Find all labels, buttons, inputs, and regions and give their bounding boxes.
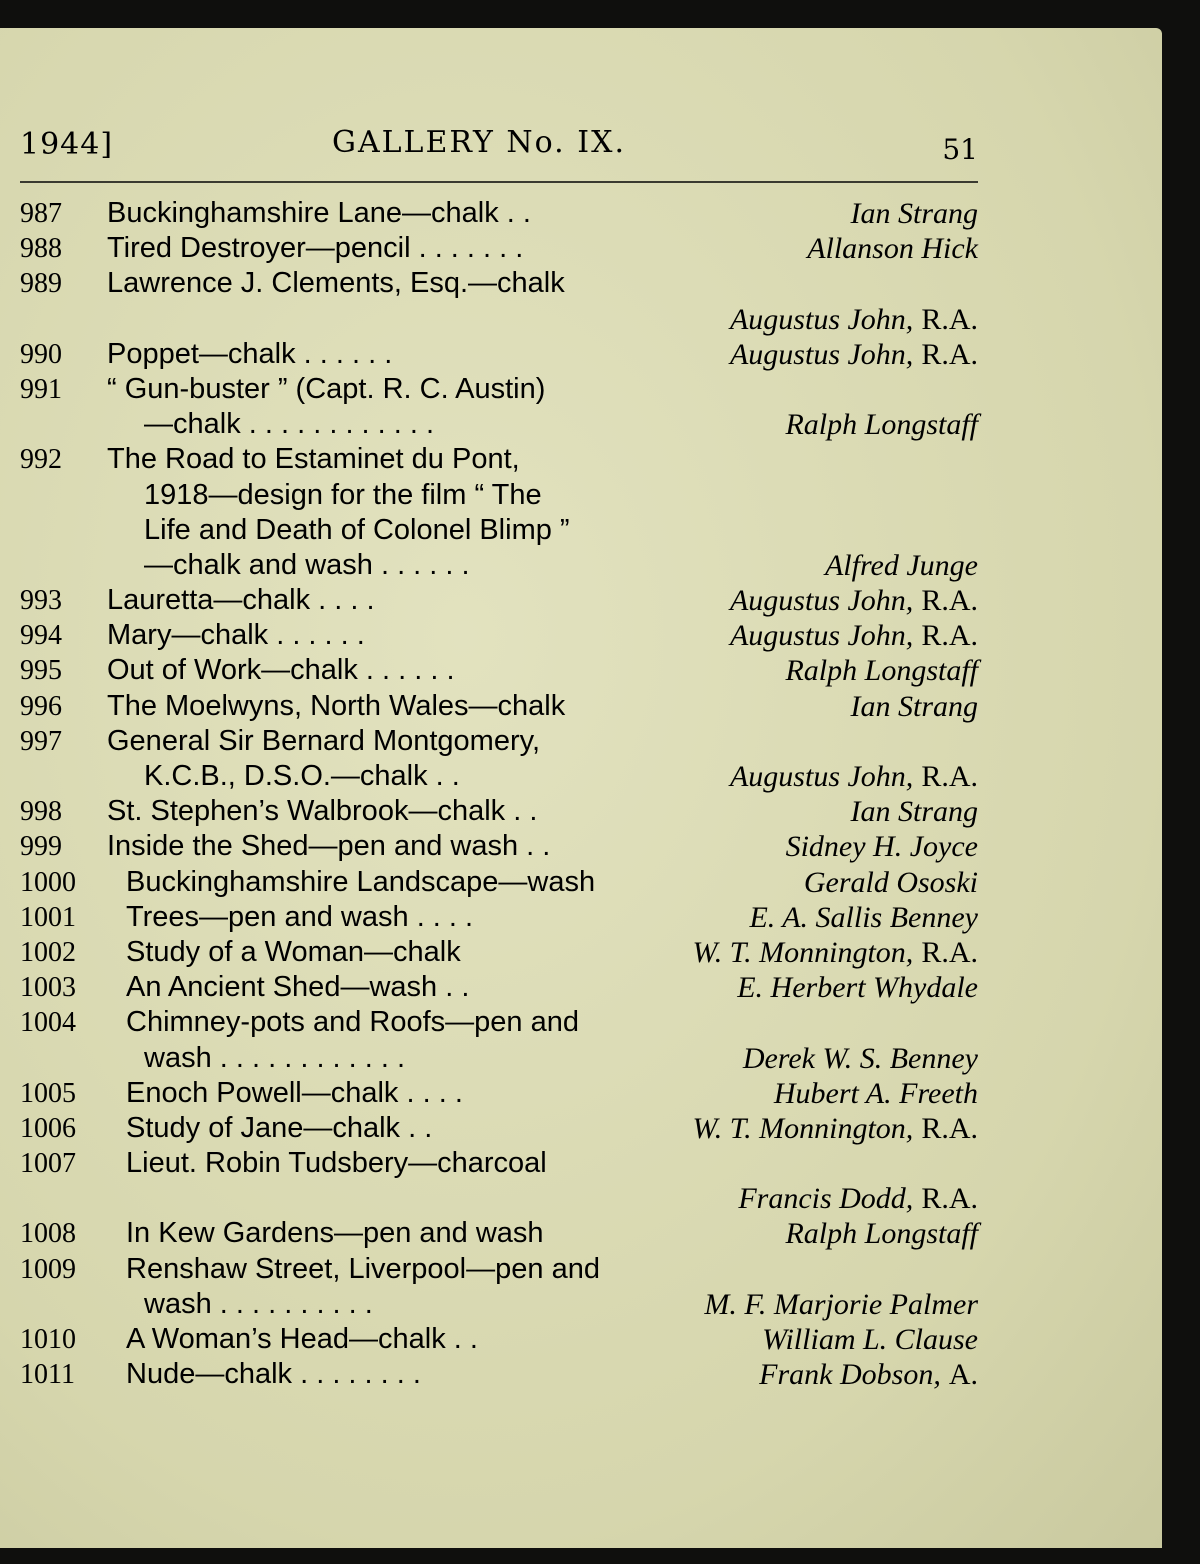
entry-title: Study of a Woman—chalk [126,935,461,968]
entry-title: Mary—chalk . . . . . . [107,619,365,652]
entry-number: 1009 [20,1253,76,1285]
catalogue-entry [20,583,980,618]
catalogue-entry [20,372,980,442]
artist-name: M. F. Marjorie Palmer [704,1287,978,1321]
entry-number: 992 [20,444,62,476]
catalogue-entry [20,900,980,935]
artist-name: Augustus John, [729,760,914,793]
header-title: GALLERY No. IX. [332,125,626,160]
catalogue-entry [20,865,980,900]
entry-number: 996 [20,690,62,722]
entry-number: 1008 [20,1218,76,1250]
entry-line [20,372,980,407]
entry-artist [692,1111,978,1146]
catalogue-entry [20,1111,980,1146]
entry-title: In Kew Gardens—pen and wash [126,1217,544,1250]
entry-title: wash . . . . . . . . . . . . [144,1041,406,1074]
entry-line [20,548,980,583]
catalogue-entry [20,689,980,724]
entry-artist [851,794,979,829]
artist-name: Derek W. S. Benney [742,1041,978,1075]
entry-line [20,900,980,935]
entry-title: wash . . . . . . . . . . [144,1287,373,1320]
entry-artist [785,653,978,688]
entry-title: The Road to Estaminet du Pont, [107,443,520,476]
entry-line [20,689,980,724]
entry-line [20,970,980,1005]
entry-number: 1001 [20,901,76,933]
entry-line [20,829,980,864]
entry-artist [704,1287,978,1322]
entry-number: 995 [20,655,62,687]
entry-artist [730,337,978,372]
entry-number: 987 [20,198,62,229]
entry-line [20,302,980,337]
entry-line [20,442,980,477]
artist-name: E. Herbert Whydale [737,971,978,1005]
entry-title: —chalk and wash . . . . . . [144,548,470,581]
artist-name: Hubert A. Freeth [773,1076,978,1110]
entry-title: Lieut. Robin Tudsbery—charcoal [126,1147,547,1180]
entry-artist [785,1216,978,1251]
entry-title: The Moelwyns, North Wales—chalk [107,689,566,722]
entry-title: Trees—pen and wash . . . . [126,900,474,933]
artist-name: E. A. Sallis Benney [749,900,978,934]
entry-artist [851,196,979,231]
entry-line [20,266,980,301]
catalogue-entry [20,337,980,372]
catalogue-entry [20,442,980,583]
artist-name: W. T. Monnington, [692,1111,914,1145]
artist-name: Augustus John, [729,584,914,618]
artist-name: Ian Strang [850,197,978,230]
catalogue-entry [20,724,980,794]
artist-name: Alfred Junge [824,548,978,582]
entry-line [20,618,980,653]
artist-honour: R.A. [921,619,978,653]
entry-number: 990 [20,338,62,370]
artist-honour: R.A. [921,1182,978,1216]
entry-number: 999 [20,831,62,863]
entry-line [20,407,980,442]
entry-line [20,583,980,618]
entry-line [20,724,980,759]
entry-artist [730,759,978,794]
entry-number: 1010 [20,1324,76,1355]
entry-line [20,1041,980,1076]
entry-number: 994 [20,620,62,652]
catalogue-entries [20,196,980,1392]
artist-honour: A. [948,1358,978,1392]
entry-line [20,337,980,372]
entry-number: 991 [20,373,62,405]
entry-title: Renshaw Street, Liverpool—pen and [126,1252,600,1285]
entry-number: 988 [20,233,62,265]
artist-name: William L. Clause [762,1323,978,1356]
artist-honour: R.A. [921,935,978,969]
artist-name: Augustus John, [729,619,914,653]
entry-title: St. Stephen’s Walbrook—chalk . . [107,795,538,828]
entry-number: 993 [20,585,62,617]
entry-title: Nude—chalk . . . . . . . . [126,1358,421,1391]
entry-artist [762,1322,978,1357]
entry-title: —chalk . . . . . . . . . . . . [144,408,435,441]
entry-title: Tired Destroyer—pencil . . . . . . . [107,232,524,265]
entry-artist [825,548,978,583]
artist-name: Ralph Longstaff [785,654,978,688]
entry-title: Enoch Powell—chalk . . . . [126,1076,463,1109]
page-header [20,97,978,166]
entry-artist [759,1357,978,1392]
entry-line [20,231,980,266]
entry-line [20,1111,980,1146]
entry-line [20,1181,980,1216]
entry-artist [737,970,978,1005]
catalogue-entry [20,1076,980,1111]
artist-name: Augustus John, [729,302,914,336]
entry-line [20,1357,980,1392]
catalogue-entry [20,1322,980,1357]
artist-name: Sidney H. Joyce [785,830,978,864]
catalogue-entry [20,1005,980,1075]
entry-line [20,653,980,688]
entry-title: An Ancient Shed—wash . . [126,971,470,1004]
entry-number: 997 [20,725,62,757]
catalogue-entry [20,829,980,864]
artist-name: Francis Dodd, [738,1182,914,1216]
entry-line [20,1322,980,1357]
entry-number: 1002 [20,936,76,968]
artist-honour: R.A. [921,760,978,793]
catalogue-entry [20,196,980,231]
entry-line [20,935,980,970]
artist-name: Ralph Longstaff [785,1217,978,1251]
entry-title: Out of Work—chalk . . . . . . [107,654,455,687]
artist-name: Allanson Hick [807,232,978,266]
entry-title: Chimney-pots and Roofs—pen and [126,1006,579,1039]
entry-title: K.C.B., D.S.O.—chalk . . [144,760,460,792]
catalogue-entry [20,794,980,829]
entry-number: 1003 [20,972,76,1004]
entry-line [20,759,980,794]
entry-line [20,1287,980,1322]
entry-artist [786,829,978,864]
entry-title: Lawrence J. Clements, Esq.—chalk [107,267,565,300]
catalogue-entry [20,1216,980,1251]
page-number: 51 [942,133,978,166]
entry-title: Life and Death of Colonel Blimp ” [144,513,570,546]
header-rule [20,181,978,183]
artist-honour: R.A. [921,337,978,371]
entry-number: 1004 [20,1007,76,1039]
entry-title: “ Gun-buster ” (Capt. R. C. Austin) [107,372,546,405]
entry-title: Lauretta—chalk . . . . [107,584,375,617]
catalogue-entry [20,1252,980,1322]
entry-title: Study of Jane—chalk . . [126,1111,433,1144]
entry-line [20,1216,980,1251]
entry-artist [804,865,978,900]
catalogue-entry [20,970,980,1005]
artist-honour: R.A. [921,302,978,336]
artist-name: Gerald Ososki [803,865,978,899]
entry-artist [785,407,978,442]
entry-number: 1007 [20,1148,76,1180]
entry-title: A Woman’s Head—chalk . . [126,1323,478,1355]
catalogue-entry [20,231,980,266]
artist-name: Frank Dobson, [759,1358,941,1392]
entry-number: 998 [20,796,62,828]
entry-number: 1000 [20,866,76,898]
entry-line [20,1146,980,1181]
artist-name: Augustus John, [729,337,914,371]
catalogue-entry [20,1146,980,1216]
entry-title: Poppet—chalk . . . . . . [107,337,393,370]
catalogue-entry [20,266,980,336]
entry-artist [730,618,978,653]
entry-title: General Sir Bernard Montgomery, [107,724,541,757]
entry-artist [692,935,978,970]
entry-artist [774,1076,978,1111]
entry-artist [730,302,978,337]
artist-name: Ian Strang [850,795,978,829]
catalogue-entry [20,618,980,653]
entry-number: 1005 [20,1077,76,1109]
entry-title: Inside the Shed—pen and wash . . [107,830,551,863]
entry-number: 1011 [20,1359,75,1391]
artist-name: Ian Strang [850,689,978,723]
artist-name: Ralph Longstaff [785,408,978,442]
entry-artist [749,900,978,935]
entry-line [20,794,980,829]
artist-name: W. T. Monnington, [692,935,914,969]
entry-title: Buckinghamshire Lane—chalk . . [107,197,531,229]
entry-artist [743,1041,978,1076]
entry-artist [851,689,979,724]
entry-line [20,1076,980,1111]
entry-number: 989 [20,268,62,300]
entry-line [20,865,980,900]
catalogue-entry [20,653,980,688]
artist-honour: R.A. [921,584,978,618]
catalogue-entry [20,935,980,970]
entry-artist [738,1181,978,1216]
entry-line [20,513,980,548]
entry-line [20,1252,980,1287]
header-year: 1944] [20,127,114,162]
entry-line [20,196,980,231]
entry-title: 1918—design for the film “ The [144,478,542,511]
catalogue-entry [20,1357,980,1392]
entry-line [20,478,980,513]
artist-honour: R.A. [921,1111,978,1145]
entry-title: Buckinghamshire Landscape—wash [126,865,596,898]
entry-line [20,1005,980,1040]
entry-artist [807,231,978,266]
entry-number: 1006 [20,1112,76,1144]
entry-artist [730,583,978,618]
